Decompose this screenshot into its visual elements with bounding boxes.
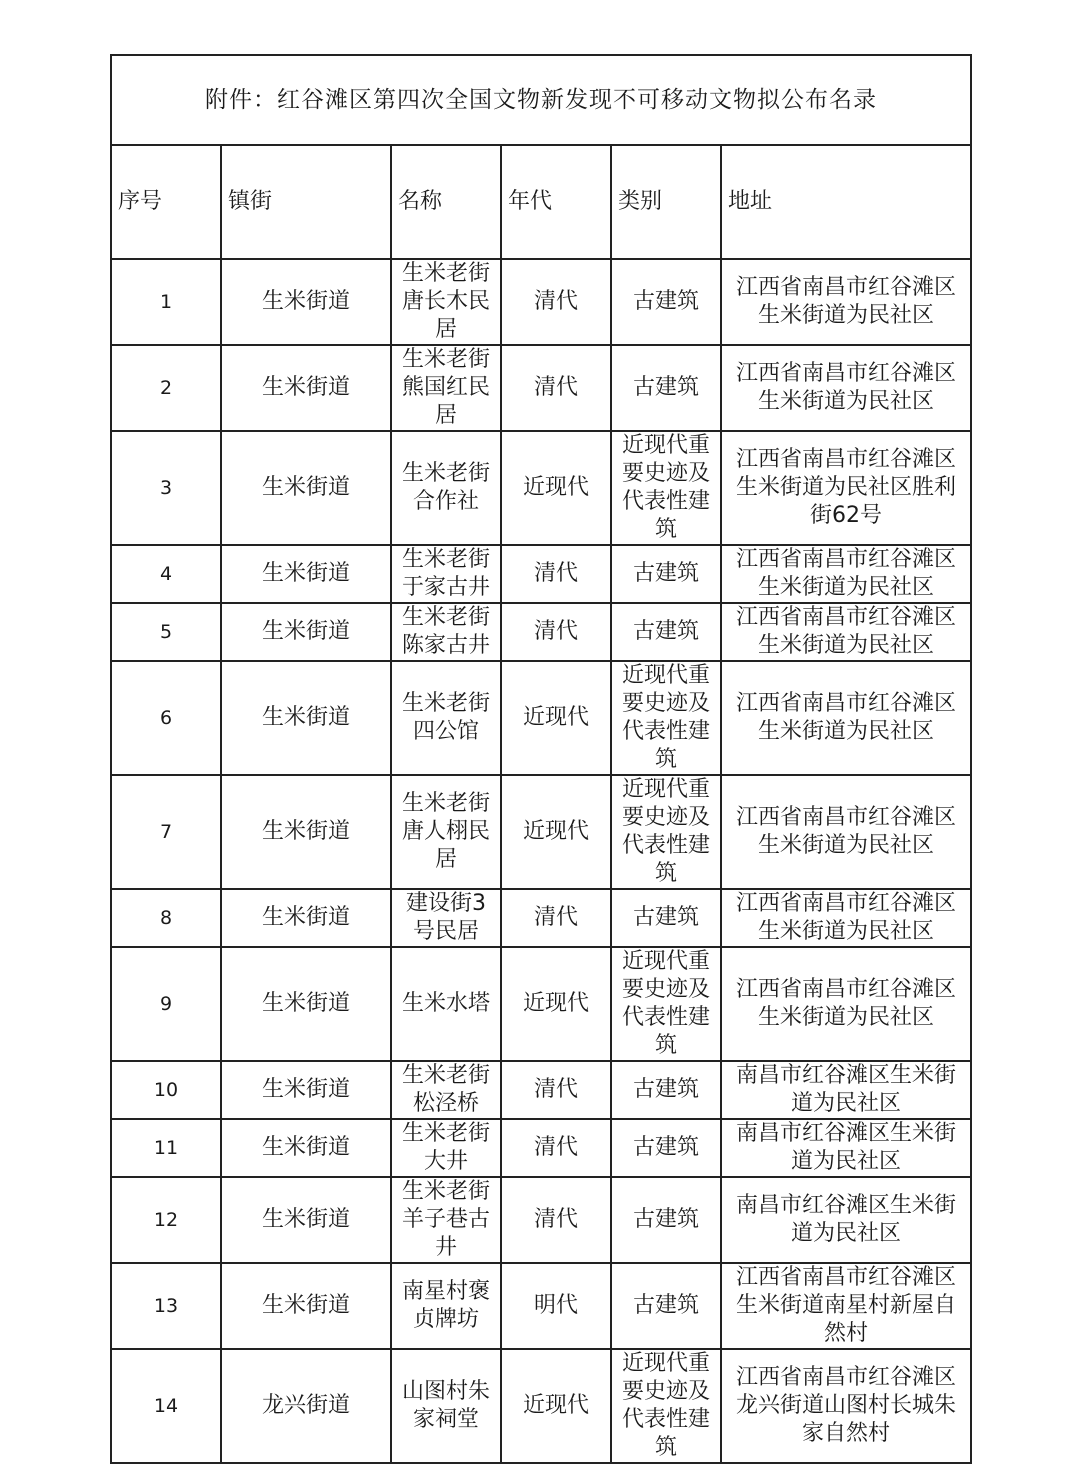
cell-seq: 7 xyxy=(111,775,221,889)
cell-town: 龙兴街道 xyxy=(221,1349,391,1463)
header-address: 地址 xyxy=(721,145,971,259)
cell-address: 南昌市红谷滩区生米街道为民社区 xyxy=(721,1177,971,1263)
cell-category: 古建筑 xyxy=(611,603,721,661)
cell-category: 古建筑 xyxy=(611,259,721,345)
cell-address: 江西省南昌市红谷滩区生米街道为民社区胜利街62号 xyxy=(721,431,971,545)
cell-name: 建设街3号民居 xyxy=(391,889,501,947)
table-row xyxy=(111,345,971,431)
cell-name: 生米老街唐人栩民居 xyxy=(391,775,501,889)
cell-category: 古建筑 xyxy=(611,1263,721,1349)
document-title: 附件：红谷滩区第四次全国文物新发现不可移动文物拟公布名录 xyxy=(111,55,971,145)
cell-address: 江西省南昌市红谷滩区生米街道为民社区 xyxy=(721,661,971,775)
cell-category: 近现代重要史迹及代表性建筑 xyxy=(611,775,721,889)
cell-town: 生米街道 xyxy=(221,431,391,545)
cell-address: 江西省南昌市红谷滩区生米街道为民社区 xyxy=(721,545,971,603)
cell-town: 生米街道 xyxy=(221,1061,391,1119)
cell-seq: 4 xyxy=(111,545,221,603)
cell-category: 古建筑 xyxy=(611,1177,721,1263)
cell-era: 清代 xyxy=(501,545,611,603)
header-era: 年代 xyxy=(501,145,611,259)
cell-town: 生米街道 xyxy=(221,889,391,947)
cell-address: 江西省南昌市红谷滩区生米街道为民社区 xyxy=(721,889,971,947)
cell-category: 古建筑 xyxy=(611,345,721,431)
cell-name: 生米老街于家古井 xyxy=(391,545,501,603)
table-row xyxy=(111,545,971,603)
cell-era: 近现代 xyxy=(501,431,611,545)
cell-era: 近现代 xyxy=(501,775,611,889)
cell-category: 古建筑 xyxy=(611,545,721,603)
cell-town: 生米街道 xyxy=(221,1177,391,1263)
cell-town: 生米街道 xyxy=(221,775,391,889)
cell-address: 江西省南昌市红谷滩区生米街道为民社区 xyxy=(721,603,971,661)
cell-era: 近现代 xyxy=(501,947,611,1061)
cell-era: 近现代 xyxy=(501,1349,611,1463)
cell-name: 生米老街大井 xyxy=(391,1119,501,1177)
cell-town: 生米街道 xyxy=(221,661,391,775)
cell-seq: 11 xyxy=(111,1119,221,1177)
table-row xyxy=(111,775,971,889)
cell-address: 江西省南昌市红谷滩区生米街道南星村新屋自然村 xyxy=(721,1263,971,1349)
cell-town: 生米街道 xyxy=(221,345,391,431)
table-row xyxy=(111,889,971,947)
cell-seq: 6 xyxy=(111,661,221,775)
cell-seq: 1 xyxy=(111,259,221,345)
cell-address: 南昌市红谷滩区生米街道为民社区 xyxy=(721,1061,971,1119)
cell-era: 清代 xyxy=(501,1177,611,1263)
cell-town: 生米街道 xyxy=(221,1119,391,1177)
cell-address: 江西省南昌市红谷滩区生米街道为民社区 xyxy=(721,259,971,345)
cell-name: 生米老街松泾桥 xyxy=(391,1061,501,1119)
header-row xyxy=(111,145,971,259)
table-row xyxy=(111,603,971,661)
cell-town: 生米街道 xyxy=(221,603,391,661)
header-category: 类别 xyxy=(611,145,721,259)
table-row xyxy=(111,1119,971,1177)
cell-name: 生米老街羊子巷古井 xyxy=(391,1177,501,1263)
cell-era: 清代 xyxy=(501,259,611,345)
heritage-list-table xyxy=(110,54,972,1464)
cell-address: 江西省南昌市红谷滩区生米街道为民社区 xyxy=(721,947,971,1061)
cell-seq: 13 xyxy=(111,1263,221,1349)
table-row xyxy=(111,1263,971,1349)
table-row xyxy=(111,661,971,775)
cell-name: 生米水塔 xyxy=(391,947,501,1061)
cell-name: 生米老街唐长木民居 xyxy=(391,259,501,345)
cell-category: 近现代重要史迹及代表性建筑 xyxy=(611,431,721,545)
cell-seq: 8 xyxy=(111,889,221,947)
table-row xyxy=(111,431,971,545)
table-row xyxy=(111,1061,971,1119)
cell-seq: 5 xyxy=(111,603,221,661)
cell-seq: 12 xyxy=(111,1177,221,1263)
cell-address: 江西省南昌市红谷滩区生米街道为民社区 xyxy=(721,775,971,889)
cell-name: 生米老街合作社 xyxy=(391,431,501,545)
cell-name: 生米老街四公馆 xyxy=(391,661,501,775)
cell-seq: 3 xyxy=(111,431,221,545)
cell-town: 生米街道 xyxy=(221,545,391,603)
cell-address: 江西省南昌市红谷滩区龙兴街道山图村长城朱家自然村 xyxy=(721,1349,971,1463)
cell-name: 生米老街熊国红民居 xyxy=(391,345,501,431)
cell-category: 古建筑 xyxy=(611,1061,721,1119)
header-town: 镇街 xyxy=(221,145,391,259)
cell-address: 江西省南昌市红谷滩区生米街道为民社区 xyxy=(721,345,971,431)
cell-name: 生米老街陈家古井 xyxy=(391,603,501,661)
table-row xyxy=(111,1349,971,1463)
cell-town: 生米街道 xyxy=(221,1263,391,1349)
cell-seq: 10 xyxy=(111,1061,221,1119)
cell-category: 古建筑 xyxy=(611,889,721,947)
cell-town: 生米街道 xyxy=(221,947,391,1061)
table-row xyxy=(111,947,971,1061)
cell-seq: 9 xyxy=(111,947,221,1061)
table-body xyxy=(111,259,971,1463)
cell-era: 清代 xyxy=(501,1061,611,1119)
cell-era: 清代 xyxy=(501,889,611,947)
cell-era: 明代 xyxy=(501,1263,611,1349)
cell-name: 南星村褒贞牌坊 xyxy=(391,1263,501,1349)
cell-name: 山图村朱家祠堂 xyxy=(391,1349,501,1463)
table-row xyxy=(111,1177,971,1263)
header-name: 名称 xyxy=(391,145,501,259)
cell-era: 清代 xyxy=(501,1119,611,1177)
header-seq: 序号 xyxy=(111,145,221,259)
cell-category: 近现代重要史迹及代表性建筑 xyxy=(611,947,721,1061)
table-row xyxy=(111,259,971,345)
cell-town: 生米街道 xyxy=(221,259,391,345)
cell-category: 近现代重要史迹及代表性建筑 xyxy=(611,1349,721,1463)
cell-era: 近现代 xyxy=(501,661,611,775)
cell-seq: 2 xyxy=(111,345,221,431)
cell-category: 近现代重要史迹及代表性建筑 xyxy=(611,661,721,775)
cell-era: 清代 xyxy=(501,603,611,661)
cell-category: 古建筑 xyxy=(611,1119,721,1177)
cell-seq: 14 xyxy=(111,1349,221,1463)
cell-address: 南昌市红谷滩区生米街道为民社区 xyxy=(721,1119,971,1177)
cell-era: 清代 xyxy=(501,345,611,431)
